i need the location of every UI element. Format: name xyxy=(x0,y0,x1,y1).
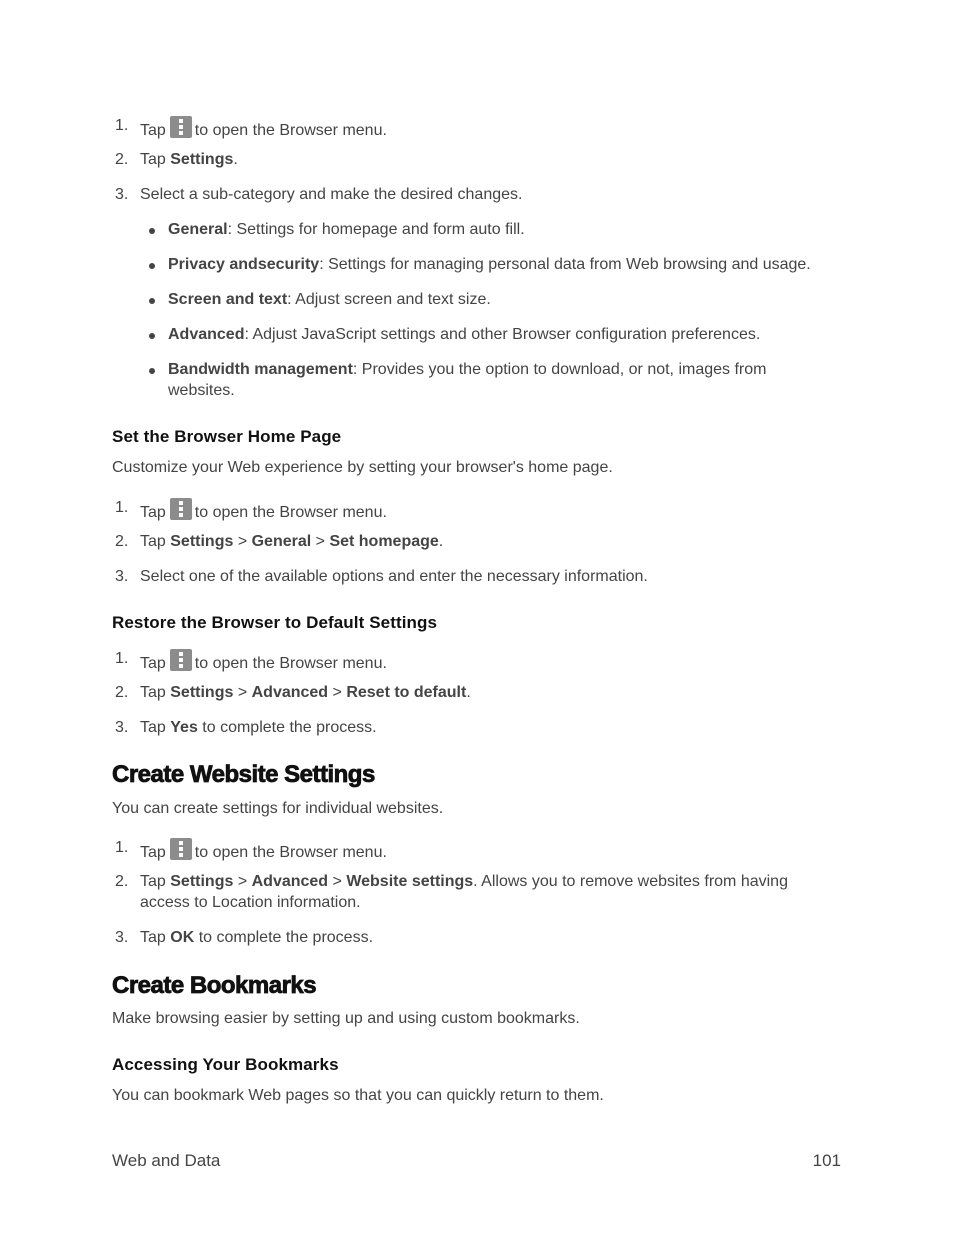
section-heading: Set the Browser Home Page xyxy=(112,427,342,446)
step-text: Tap Settings > Advanced > Reset to default. xyxy=(140,684,471,701)
bullet-dot xyxy=(149,368,155,374)
section-heading: Restore the Browser to Default Settings xyxy=(112,613,438,632)
step-number: 3. xyxy=(115,568,129,585)
menu-dots-icon xyxy=(170,116,192,138)
section-intro: You can bookmark Web pages so that you can quickly return to them. xyxy=(112,1087,604,1104)
list-item: Screen and text: Adjust screen and text size. xyxy=(168,291,491,308)
step-text: Tap Settings > Advanced > Website settings. Allows you to remove websites from having xyxy=(140,873,788,890)
step-number: 2. xyxy=(115,533,129,550)
menu-dots-icon xyxy=(170,838,192,860)
section-intro: You can create settings for individual websites. xyxy=(112,800,444,817)
step-text: Tap Settings. xyxy=(140,151,238,168)
footer-section-name: Web and Data xyxy=(112,1151,221,1170)
section-intro: Customize your Web experience by setting your browser's home page. xyxy=(112,459,613,476)
step-number: 2. xyxy=(115,873,129,890)
step-number: 3. xyxy=(115,719,129,736)
step-text: Select one of the available options and enter the necessary information. xyxy=(140,568,648,585)
section-intro: Make browsing easier by setting up and using custom bookmarks. xyxy=(112,1010,580,1027)
menu-dots-icon xyxy=(170,498,192,520)
step-number: 1. xyxy=(115,499,129,516)
step-text: Tap to open the Browser menu. xyxy=(140,838,387,863)
bullet-dot xyxy=(149,228,155,234)
step-number: 1. xyxy=(115,650,129,667)
list-item-continued: websites. xyxy=(168,382,235,399)
step-text: Tap Settings > General > Set homepage. xyxy=(140,533,444,550)
footer-page-number: 101 xyxy=(812,1151,841,1170)
list-item: Bandwidth management: Provides you the option to download, or not, images from xyxy=(168,361,767,378)
step-number: 1. xyxy=(115,117,129,134)
bullet-dot xyxy=(149,298,155,304)
list-item: General: Settings for homepage and form auto fill. xyxy=(168,221,525,238)
section-heading: Accessing Your Bookmarks xyxy=(112,1055,339,1074)
step-text: Tap to open the Browser menu. xyxy=(140,116,387,141)
bullet-dot xyxy=(149,333,155,339)
step-number: 3. xyxy=(115,929,129,946)
step-text-continued: access to Location information. xyxy=(140,894,361,911)
step-number: 2. xyxy=(115,151,129,168)
section-title: Create Website Settings xyxy=(112,761,375,788)
step-text: Tap to open the Browser menu. xyxy=(140,498,387,523)
step-text: Tap Yes to complete the process. xyxy=(140,719,377,736)
step-number: 1. xyxy=(115,839,129,856)
list-item: Privacy andsecurity: Settings for managing personal data from Web browsing and usage. xyxy=(168,256,811,273)
step-text: Tap to open the Browser menu. xyxy=(140,649,387,674)
list-item: Advanced: Adjust JavaScript settings and other Browser configuration preferences. xyxy=(168,326,761,343)
bullet-dot xyxy=(149,263,155,269)
step-number: 3. xyxy=(115,186,129,203)
step-number: 2. xyxy=(115,684,129,701)
section-title: Create Bookmarks xyxy=(112,972,317,999)
menu-dots-icon xyxy=(170,649,192,671)
step-text: Select a sub-category and make the desired changes. xyxy=(140,186,523,203)
step-text: Tap OK to complete the process. xyxy=(140,929,374,946)
